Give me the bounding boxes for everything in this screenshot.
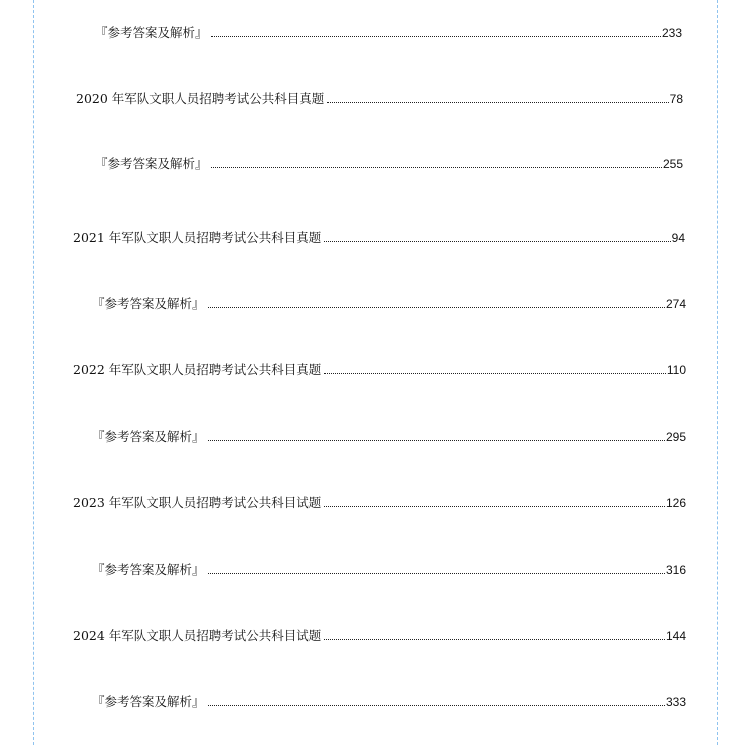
toc-entry-page-number: 333 <box>665 695 686 709</box>
toc-entry-page-number: 274 <box>665 297 686 311</box>
toc-entry-answers-2021[interactable] <box>92 296 686 312</box>
toc-entry-page-number: 316 <box>665 563 686 577</box>
toc-entry-title: 2020 年军队文职人员招聘考试公共科目真题 <box>76 91 325 106</box>
dot-leader <box>211 167 662 168</box>
toc-entry-title: 2024 年军队文职人员招聘考试公共科目试题 <box>73 628 322 643</box>
toc-entry-page-number: 110 <box>666 363 686 377</box>
toc-entry-page-number: 94 <box>671 231 685 245</box>
dot-leader <box>324 639 665 640</box>
toc-entry-exam-2021[interactable] <box>73 230 685 246</box>
dot-leader <box>324 373 666 374</box>
toc-entry-title: 2023 年军队文职人员招聘考试公共科目试题 <box>73 495 322 510</box>
toc-entry-title: 2021 年军队文职人员招聘考试公共科目真题 <box>73 230 322 245</box>
toc-entry-answers-2024[interactable] <box>92 694 686 710</box>
toc-entry-page-number: 295 <box>665 430 686 444</box>
toc-entry-title: 『参考答案及解析』 <box>92 694 205 709</box>
toc-entry-answers-2023[interactable] <box>92 562 686 578</box>
toc-entry-answers-2022[interactable] <box>92 429 686 445</box>
toc-entry-page-number: 233 <box>661 26 682 40</box>
dot-leader <box>327 102 668 103</box>
dot-leader <box>324 241 670 242</box>
toc-entry-title: 2022 年军队文职人员招聘考试公共科目真题 <box>73 362 322 377</box>
toc-entry-exam-2024[interactable] <box>73 628 686 644</box>
toc-entry-exam-2022[interactable] <box>73 362 686 378</box>
dot-leader <box>208 440 665 441</box>
dot-leader <box>208 307 665 308</box>
dot-leader <box>208 705 665 706</box>
toc-entry-title: 『参考答案及解析』 <box>95 156 208 171</box>
toc-entry-page-number: 78 <box>669 92 683 106</box>
toc-entry-title: 『参考答案及解析』 <box>92 296 205 311</box>
toc-entry-page-number: 144 <box>665 629 686 643</box>
toc-entry-title: 『参考答案及解析』 <box>92 562 205 577</box>
toc-entry-page-number: 126 <box>665 496 686 510</box>
toc-entry-title: 『参考答案及解析』 <box>95 25 208 40</box>
toc-entry-answers[interactable] <box>95 25 682 41</box>
toc-entry-exam-2020[interactable] <box>76 91 683 107</box>
dot-leader <box>208 573 665 574</box>
toc-entry-title: 『参考答案及解析』 <box>92 429 205 444</box>
toc-entry-page-number: 255 <box>662 157 683 171</box>
toc-entry-exam-2023[interactable] <box>73 495 686 511</box>
toc-entry-answers-2020[interactable] <box>95 156 683 172</box>
dot-leader <box>211 36 661 37</box>
dot-leader <box>324 506 665 507</box>
